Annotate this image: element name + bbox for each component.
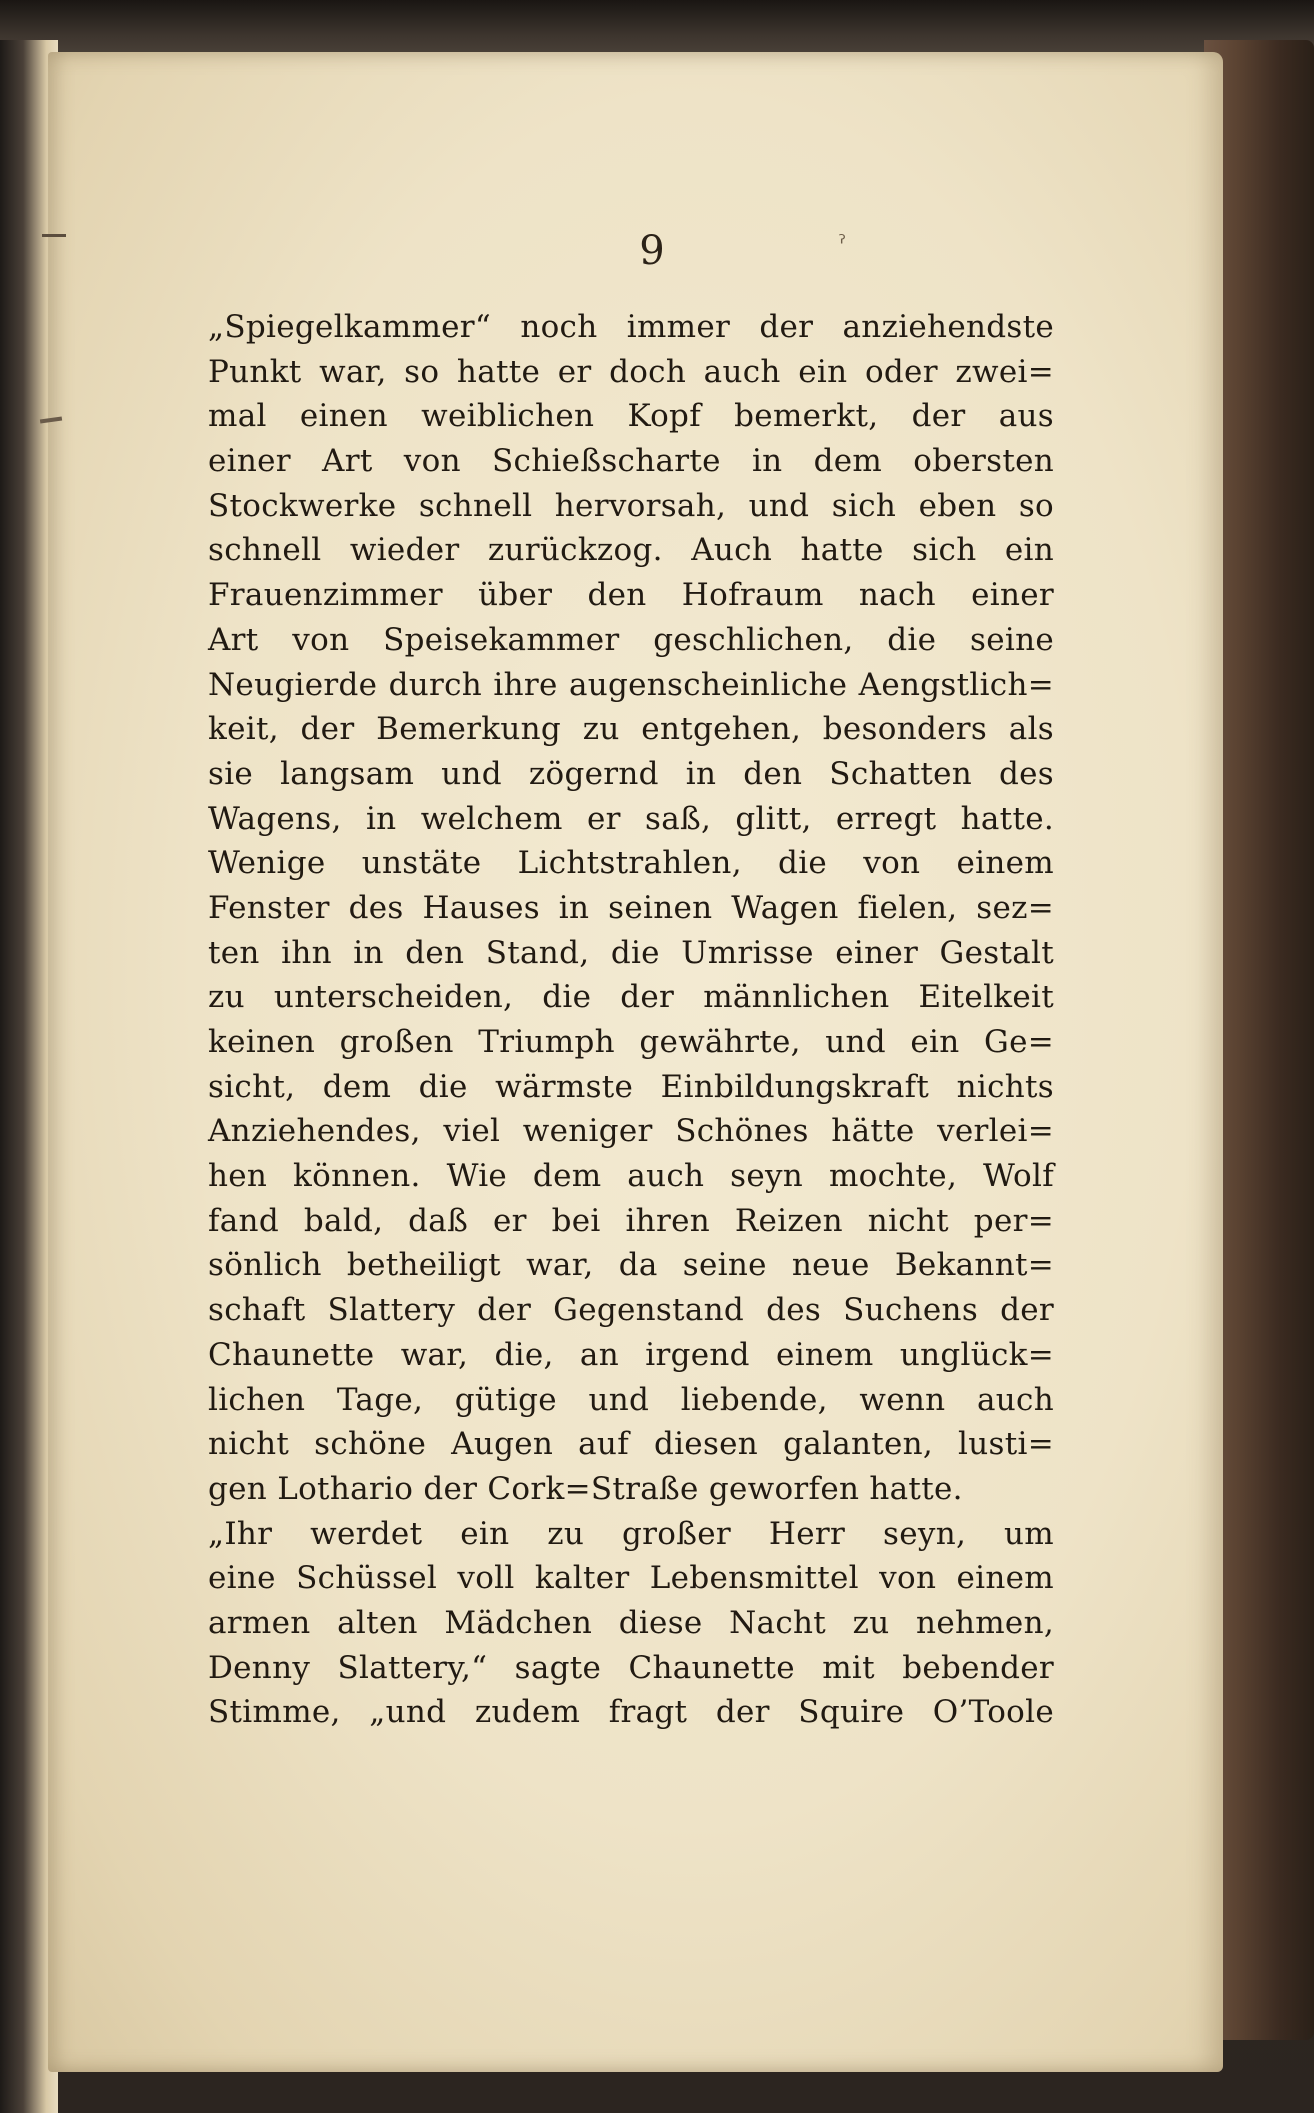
text-line: gen Lothario der Cork=Straße geworfen hatte.: [208, 1470, 963, 1507]
text-line: keit, der Bemerkung zu entgehen, besonders als: [208, 711, 1054, 748]
text-line: „Spiegelkammer“ noch immer der anziehendste: [208, 309, 1054, 345]
text-line: schaft Slattery der Gegenstand des Suchens der: [208, 1292, 1054, 1329]
text-line: Stimme, „und zudem fragt der Squire O’Toole: [208, 1694, 1054, 1731]
text-line: hen können. Wie dem auch seyn mochte, Wolf: [208, 1158, 1054, 1195]
text-line: ten ihn in den Stand, die Umrisse einer Gestalt: [208, 934, 1054, 971]
text-line: Punkt war, so hatte er doch auch ein oder zwei=: [208, 353, 1054, 390]
text-line: Chaunette war, die, an irgend einem unglück=: [208, 1336, 1054, 1373]
page-body-text: [208, 305, 1054, 1735]
text-line: „Ihr werdet ein zu großer Herr seyn, um: [208, 1515, 1054, 1552]
book-top-edge: [0, 0, 1314, 60]
text-line: Wagens, in welchem er saß, glitt, erregt hatte.: [208, 800, 1054, 837]
text-line: Frauenzimmer über den Hofraum nach einer: [208, 577, 1054, 614]
ink-speck: ˀ: [838, 232, 847, 257]
text-line: keinen großen Triumph gewährte, und ein Ge=: [208, 1024, 1054, 1060]
text-line: zu unterscheiden, die der männlichen Eitelkeit: [208, 979, 1054, 1016]
text-line: einer Art von Schießscharte in dem obersten: [208, 443, 1054, 480]
page-number: 9: [639, 228, 665, 274]
text-line: Neugierde durch ihre augenscheinliche Aengstlich=: [208, 666, 1054, 703]
text-line: fand bald, daß er bei ihren Reizen nicht per=: [208, 1202, 1054, 1239]
text-line: sie langsam und zögernd in den Schatten des: [208, 755, 1054, 792]
text-line: Denny Slattery,“ sagte Chaunette mit bebender: [208, 1649, 1054, 1686]
text-line: armen alten Mädchen diese Nacht zu nehmen,: [208, 1604, 1054, 1641]
text-line: Anziehendes, viel weniger Schönes hätte verlei=: [208, 1113, 1054, 1150]
text-line: Art von Speisekammer geschlichen, die seine: [208, 621, 1054, 658]
text-line: schnell wieder zurückzog. Auch hatte sich ein: [208, 532, 1054, 569]
text-line: nicht schöne Augen auf diesen galanten, lusti=: [208, 1426, 1054, 1463]
text-line: Fenster des Hauses in seinen Wagen fielen, sez=: [208, 889, 1054, 926]
margin-mark: [42, 234, 66, 237]
text-line: lichen Tage, gütige und liebende, wenn auch: [208, 1381, 1054, 1418]
text-line: sicht, dem die wärmste Einbildungskraft nichts: [208, 1068, 1054, 1105]
text-line: eine Schüssel voll kalter Lebensmittel von einem: [208, 1560, 1054, 1597]
text-line: mal einen weiblichen Kopf bemerkt, der aus: [208, 398, 1054, 435]
text-line: Stockwerke schnell hervorsah, und sich eben so: [208, 487, 1054, 524]
text-line: Wenige unstäte Lichtstrahlen, die von einem: [208, 845, 1054, 882]
text-line: sönlich betheiligt war, da seine neue Bekannt=: [208, 1247, 1054, 1284]
